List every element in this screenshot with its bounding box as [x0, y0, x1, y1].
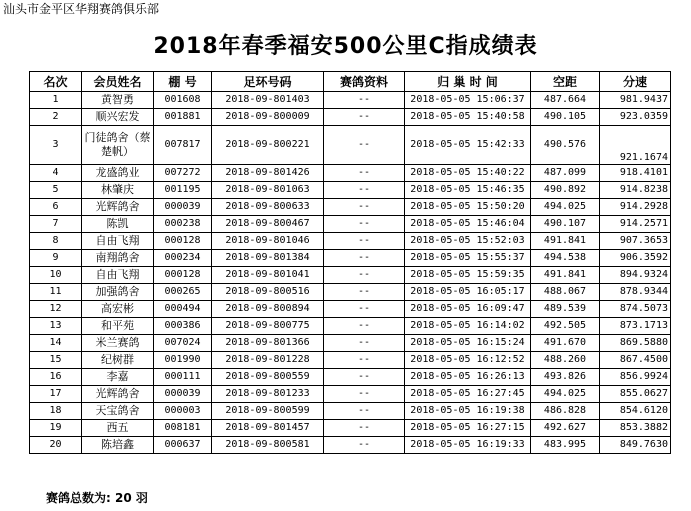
- page-title: 2018年春季福安500公里C指成绩表: [153, 34, 538, 59]
- loft-number-cell: 008181: [154, 420, 212, 437]
- pigeon-info-cell: --: [324, 437, 405, 454]
- speed-cell: 914.8238: [600, 182, 671, 199]
- arrival-time-cell: 2018-05-05 16:27:45: [405, 386, 531, 403]
- ring-number-cell: 2018-09-801228: [212, 352, 324, 369]
- pigeon-info-cell: --: [324, 403, 405, 420]
- ring-number-cell: 2018-09-800516: [212, 284, 324, 301]
- member-name-cell: 李嘉: [82, 369, 154, 386]
- table-row: [30, 352, 671, 369]
- ring-number-cell: 2018-09-801063: [212, 182, 324, 199]
- rank-cell: 14: [30, 335, 82, 352]
- column-header-speed: 分速: [600, 72, 671, 92]
- ring-number-cell: 2018-09-800581: [212, 437, 324, 454]
- arrival-time-cell: 2018-05-05 15:46:35: [405, 182, 531, 199]
- member-name-cell: 米兰赛鸽: [82, 335, 154, 352]
- arrival-time-cell: 2018-05-05 16:05:17: [405, 284, 531, 301]
- member-name-cell: 门徒鸽舍（蔡楚帆）: [82, 126, 154, 165]
- ring-number-cell: 2018-09-800599: [212, 403, 324, 420]
- speed-cell: 914.2571: [600, 216, 671, 233]
- ring-number-cell: 2018-09-800894: [212, 301, 324, 318]
- loft-number-cell: 000039: [154, 386, 212, 403]
- table-row: [30, 126, 671, 165]
- total-pigeons-footer: 赛鸽总数为: 20 羽: [46, 491, 148, 505]
- distance-cell: 492.627: [531, 420, 600, 437]
- table-row: [30, 369, 671, 386]
- column-header-member-name: 会员姓名: [82, 72, 154, 92]
- results-table: [29, 71, 671, 454]
- rank-cell: 8: [30, 233, 82, 250]
- rank-cell: 6: [30, 199, 82, 216]
- pigeon-info-cell: --: [324, 420, 405, 437]
- column-header-ring-number: 足环号码: [212, 72, 324, 92]
- member-name-cell: 黄智勇: [82, 92, 154, 109]
- table-row: [30, 437, 671, 454]
- distance-cell: 489.539: [531, 301, 600, 318]
- table-row: [30, 318, 671, 335]
- member-name-cell: 高宏彬: [82, 301, 154, 318]
- distance-cell: 487.099: [531, 165, 600, 182]
- speed-cell: 849.7630: [600, 437, 671, 454]
- ring-number-cell: 2018-09-801457: [212, 420, 324, 437]
- ring-number-cell: 2018-09-801426: [212, 165, 324, 182]
- speed-cell: 906.3592: [600, 250, 671, 267]
- speed-cell: 923.0359: [600, 109, 671, 126]
- table-row: [30, 233, 671, 250]
- column-header-arrival-time: 归 巢 时 间: [405, 72, 531, 92]
- ring-number-cell: 2018-09-801233: [212, 386, 324, 403]
- arrival-time-cell: 2018-05-05 15:40:58: [405, 109, 531, 126]
- member-name-cell: 自由飞翔: [82, 233, 154, 250]
- loft-number-cell: 000494: [154, 301, 212, 318]
- pigeon-info-cell: --: [324, 250, 405, 267]
- speed-cell: 855.0627: [600, 386, 671, 403]
- distance-cell: 483.995: [531, 437, 600, 454]
- rank-cell: 19: [30, 420, 82, 437]
- distance-cell: 494.025: [531, 199, 600, 216]
- arrival-time-cell: 2018-05-05 16:19:33: [405, 437, 531, 454]
- arrival-time-cell: 2018-05-05 15:40:22: [405, 165, 531, 182]
- distance-cell: 491.841: [531, 267, 600, 284]
- ring-number-cell: 2018-09-800559: [212, 369, 324, 386]
- rank-cell: 3: [30, 126, 82, 165]
- member-name-cell: 林肇庆: [82, 182, 154, 199]
- table-row: [30, 420, 671, 437]
- rank-cell: 13: [30, 318, 82, 335]
- speed-cell: 853.3882: [600, 420, 671, 437]
- column-header-loft-number: 棚 号: [154, 72, 212, 92]
- member-name-cell: 顺兴宏发: [82, 109, 154, 126]
- ring-number-cell: 2018-09-800221: [212, 126, 324, 165]
- distance-cell: 488.260: [531, 352, 600, 369]
- table-row: [30, 250, 671, 267]
- member-name-cell: 天宝鸽舍: [82, 403, 154, 420]
- speed-cell: 878.9344: [600, 284, 671, 301]
- member-name-cell: 光辉鸽舍: [82, 199, 154, 216]
- arrival-time-cell: 2018-05-05 15:52:03: [405, 233, 531, 250]
- distance-cell: 488.067: [531, 284, 600, 301]
- speed-cell: 914.2928: [600, 199, 671, 216]
- arrival-time-cell: 2018-05-05 16:14:02: [405, 318, 531, 335]
- distance-cell: 487.664: [531, 92, 600, 109]
- loft-number-cell: 000128: [154, 233, 212, 250]
- pigeon-info-cell: --: [324, 335, 405, 352]
- rank-cell: 1: [30, 92, 82, 109]
- speed-cell: 874.5073: [600, 301, 671, 318]
- ring-number-cell: 2018-09-800633: [212, 199, 324, 216]
- loft-number-cell: 000234: [154, 250, 212, 267]
- distance-cell: 491.841: [531, 233, 600, 250]
- pigeon-info-cell: --: [324, 267, 405, 284]
- pigeon-info-cell: --: [324, 126, 405, 165]
- club-name: 汕头市金平区华翔赛鸽俱乐部: [3, 2, 160, 16]
- column-header-pigeon-info: 赛鸽资料: [324, 72, 405, 92]
- arrival-time-cell: 2018-05-05 16:26:13: [405, 369, 531, 386]
- member-name-cell: 陈培鑫: [82, 437, 154, 454]
- loft-number-cell: 007272: [154, 165, 212, 182]
- arrival-time-cell: 2018-05-05 16:15:24: [405, 335, 531, 352]
- speed-cell: 867.4500: [600, 352, 671, 369]
- distance-cell: 491.670: [531, 335, 600, 352]
- pigeon-info-cell: --: [324, 386, 405, 403]
- distance-cell: 494.025: [531, 386, 600, 403]
- arrival-time-cell: 2018-05-05 15:59:35: [405, 267, 531, 284]
- table-row: [30, 182, 671, 199]
- loft-number-cell: 001990: [154, 352, 212, 369]
- loft-number-cell: 000265: [154, 284, 212, 301]
- member-name-cell: 和平苑: [82, 318, 154, 335]
- distance-cell: 492.505: [531, 318, 600, 335]
- pigeon-info-cell: --: [324, 92, 405, 109]
- speed-cell: 894.9324: [600, 267, 671, 284]
- rank-cell: 15: [30, 352, 82, 369]
- column-header-distance: 空距: [531, 72, 600, 92]
- loft-number-cell: 000386: [154, 318, 212, 335]
- speed-cell: 921.1674: [600, 126, 671, 165]
- rank-cell: 20: [30, 437, 82, 454]
- pigeon-info-cell: --: [324, 233, 405, 250]
- loft-number-cell: 000111: [154, 369, 212, 386]
- table-row: [30, 403, 671, 420]
- ring-number-cell: 2018-09-801366: [212, 335, 324, 352]
- distance-cell: 490.576: [531, 126, 600, 165]
- distance-cell: 486.828: [531, 403, 600, 420]
- table-header-row: [30, 72, 671, 92]
- table-row: [30, 284, 671, 301]
- speed-cell: 854.6120: [600, 403, 671, 420]
- pigeon-info-cell: --: [324, 352, 405, 369]
- distance-cell: 490.105: [531, 109, 600, 126]
- pigeon-info-cell: --: [324, 318, 405, 335]
- rank-cell: 7: [30, 216, 82, 233]
- table-row: [30, 165, 671, 182]
- member-name-cell: 纪树群: [82, 352, 154, 369]
- arrival-time-cell: 2018-05-05 15:46:04: [405, 216, 531, 233]
- arrival-time-cell: 2018-05-05 15:55:37: [405, 250, 531, 267]
- arrival-time-cell: 2018-05-05 15:50:20: [405, 199, 531, 216]
- speed-cell: 873.1713: [600, 318, 671, 335]
- table-row: [30, 109, 671, 126]
- loft-number-cell: 000003: [154, 403, 212, 420]
- ring-number-cell: 2018-09-801041: [212, 267, 324, 284]
- pigeon-info-cell: --: [324, 182, 405, 199]
- pigeon-info-cell: --: [324, 165, 405, 182]
- loft-number-cell: 000637: [154, 437, 212, 454]
- member-name-cell: 陈凯: [82, 216, 154, 233]
- loft-number-cell: 000238: [154, 216, 212, 233]
- distance-cell: 494.538: [531, 250, 600, 267]
- pigeon-info-cell: --: [324, 369, 405, 386]
- rank-cell: 5: [30, 182, 82, 199]
- rank-cell: 2: [30, 109, 82, 126]
- arrival-time-cell: 2018-05-05 16:09:47: [405, 301, 531, 318]
- member-name-cell: 南翔鸽舍: [82, 250, 154, 267]
- member-name-cell: 光辉鸽舍: [82, 386, 154, 403]
- arrival-time-cell: 2018-05-05 16:27:15: [405, 420, 531, 437]
- distance-cell: 490.107: [531, 216, 600, 233]
- member-name-cell: 加强鸽舍: [82, 284, 154, 301]
- ring-number-cell: 2018-09-800467: [212, 216, 324, 233]
- rank-cell: 4: [30, 165, 82, 182]
- table-row: [30, 301, 671, 318]
- rank-cell: 16: [30, 369, 82, 386]
- arrival-time-cell: 2018-05-05 16:19:38: [405, 403, 531, 420]
- table-row: [30, 335, 671, 352]
- loft-number-cell: 000128: [154, 267, 212, 284]
- member-name-cell: 西五: [82, 420, 154, 437]
- loft-number-cell: 001195: [154, 182, 212, 199]
- column-header-rank: 名次: [30, 72, 82, 92]
- speed-cell: 856.9924: [600, 369, 671, 386]
- ring-number-cell: 2018-09-800009: [212, 109, 324, 126]
- table-row: [30, 216, 671, 233]
- speed-cell: 981.9437: [600, 92, 671, 109]
- ring-number-cell: 2018-09-801046: [212, 233, 324, 250]
- loft-number-cell: 000039: [154, 199, 212, 216]
- arrival-time-cell: 2018-05-05 15:42:33: [405, 126, 531, 165]
- pigeon-info-cell: --: [324, 301, 405, 318]
- loft-number-cell: 007817: [154, 126, 212, 165]
- rank-cell: 17: [30, 386, 82, 403]
- loft-number-cell: 001881: [154, 109, 212, 126]
- rank-cell: 12: [30, 301, 82, 318]
- ring-number-cell: 2018-09-801403: [212, 92, 324, 109]
- ring-number-cell: 2018-09-800775: [212, 318, 324, 335]
- distance-cell: 490.892: [531, 182, 600, 199]
- speed-cell: 918.4101: [600, 165, 671, 182]
- pigeon-info-cell: --: [324, 109, 405, 126]
- member-name-cell: 自由飞翔: [82, 267, 154, 284]
- distance-cell: 493.826: [531, 369, 600, 386]
- pigeon-info-cell: --: [324, 216, 405, 233]
- rank-cell: 9: [30, 250, 82, 267]
- loft-number-cell: 007024: [154, 335, 212, 352]
- table-row: [30, 199, 671, 216]
- speed-cell: 869.5880: [600, 335, 671, 352]
- table-row: [30, 92, 671, 109]
- rank-cell: 11: [30, 284, 82, 301]
- table-row: [30, 386, 671, 403]
- pigeon-info-cell: --: [324, 284, 405, 301]
- arrival-time-cell: 2018-05-05 16:12:52: [405, 352, 531, 369]
- table-row: [30, 267, 671, 284]
- rank-cell: 10: [30, 267, 82, 284]
- speed-cell: 907.3653: [600, 233, 671, 250]
- loft-number-cell: 001608: [154, 92, 212, 109]
- arrival-time-cell: 2018-05-05 15:06:37: [405, 92, 531, 109]
- member-name-cell: 龙盛鸽业: [82, 165, 154, 182]
- ring-number-cell: 2018-09-801384: [212, 250, 324, 267]
- rank-cell: 18: [30, 403, 82, 420]
- pigeon-info-cell: --: [324, 199, 405, 216]
